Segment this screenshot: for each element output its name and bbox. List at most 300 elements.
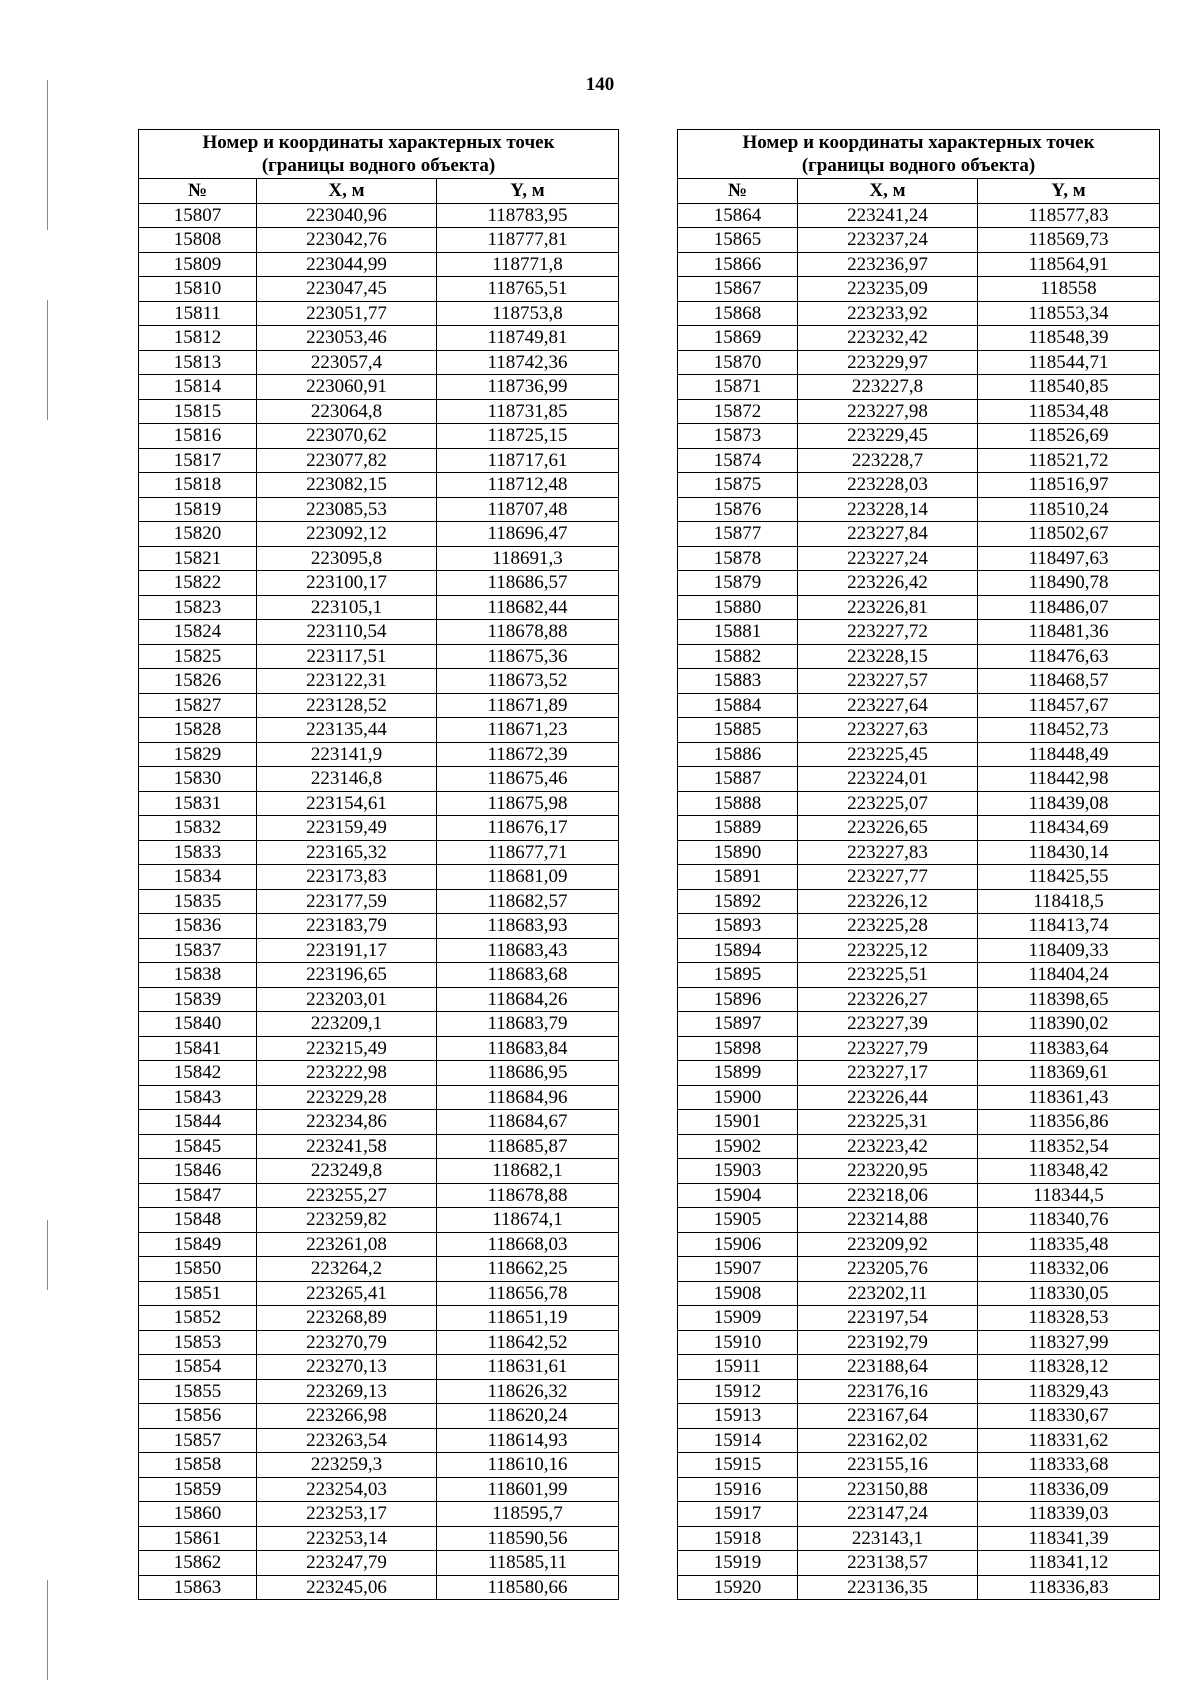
y-coordinate-cell: 118356,86 [978,1110,1160,1135]
table-row [678,301,1160,326]
x-coordinate-cell: 223218,06 [798,1183,978,1208]
x-coordinate-cell: 223226,81 [798,595,978,620]
x-coordinate-cell: 223051,77 [257,301,437,326]
point-number-cell: 15858 [139,1453,257,1478]
x-coordinate-cell: 223229,45 [798,424,978,449]
table-row [139,326,619,351]
point-number-cell: 15838 [139,963,257,988]
table-row [678,1502,1160,1527]
point-number-cell: 15837 [139,938,257,963]
y-coordinate-cell: 118569,73 [978,228,1160,253]
point-number-cell: 15810 [139,277,257,302]
y-coordinate-cell: 118490,78 [978,571,1160,596]
table-row [678,1012,1160,1037]
x-coordinate-cell: 223122,31 [257,669,437,694]
table-row [678,914,1160,939]
x-coordinate-cell: 223233,92 [798,301,978,326]
table-row [139,1306,619,1331]
point-number-cell: 15864 [678,203,798,228]
table-row [139,1502,619,1527]
table-row [678,1379,1160,1404]
y-coordinate-cell: 118765,51 [437,277,619,302]
point-number-cell: 15899 [678,1061,798,1086]
x-coordinate-cell: 223225,51 [798,963,978,988]
point-number-cell: 15855 [139,1379,257,1404]
table-row [139,1134,619,1159]
point-number-cell: 15847 [139,1183,257,1208]
y-coordinate-cell: 118771,8 [437,252,619,277]
point-number-cell: 15818 [139,473,257,498]
x-coordinate-cell: 223268,89 [257,1306,437,1331]
point-number-cell: 15889 [678,816,798,841]
y-coordinate-cell: 118684,96 [437,1085,619,1110]
y-coordinate-cell: 118335,48 [978,1232,1160,1257]
point-number-cell: 15848 [139,1208,257,1233]
y-coordinate-cell: 118521,72 [978,448,1160,473]
x-coordinate-cell: 223110,54 [257,620,437,645]
table-row [139,1551,619,1576]
x-coordinate-cell: 223192,79 [798,1330,978,1355]
y-coordinate-cell: 118681,09 [437,865,619,890]
x-coordinate-cell: 223155,16 [798,1453,978,1478]
point-number-cell: 15844 [139,1110,257,1135]
x-coordinate-cell: 223202,11 [798,1281,978,1306]
table-row [678,865,1160,890]
x-coordinate-cell: 223092,12 [257,522,437,547]
table-row [139,203,619,228]
y-coordinate-cell: 118610,16 [437,1453,619,1478]
x-coordinate-cell: 223147,24 [798,1502,978,1527]
y-coordinate-cell: 118398,65 [978,987,1160,1012]
point-number-cell: 15843 [139,1085,257,1110]
y-coordinate-cell: 118413,74 [978,914,1160,939]
y-coordinate-cell: 118682,44 [437,595,619,620]
table-row [678,669,1160,694]
x-coordinate-cell: 223263,54 [257,1428,437,1453]
table-row [678,1526,1160,1551]
x-coordinate-cell: 223225,12 [798,938,978,963]
point-number-cell: 15829 [139,742,257,767]
point-number-cell: 15918 [678,1526,798,1551]
table-row [139,718,619,743]
column-header-number: № [139,179,257,204]
y-coordinate-cell: 118476,63 [978,644,1160,669]
x-coordinate-cell: 223117,51 [257,644,437,669]
x-coordinate-cell: 223229,28 [257,1085,437,1110]
y-coordinate-cell: 118328,53 [978,1306,1160,1331]
y-coordinate-cell: 118675,46 [437,767,619,792]
y-coordinate-cell: 118502,67 [978,522,1160,547]
x-coordinate-cell: 223167,64 [798,1404,978,1429]
y-coordinate-cell: 118341,12 [978,1551,1160,1576]
point-number-cell: 15850 [139,1257,257,1282]
table-row [139,767,619,792]
point-number-cell: 15815 [139,399,257,424]
point-number-cell: 15817 [139,448,257,473]
y-coordinate-cell: 118329,43 [978,1379,1160,1404]
point-number-cell: 15849 [139,1232,257,1257]
table-row [139,522,619,547]
y-coordinate-cell: 118439,08 [978,791,1160,816]
point-number-cell: 15809 [139,252,257,277]
y-coordinate-cell: 118673,52 [437,669,619,694]
y-coordinate-cell: 118614,93 [437,1428,619,1453]
point-number-cell: 15816 [139,424,257,449]
table-row [139,620,619,645]
table-row [678,326,1160,351]
x-coordinate-cell: 223245,06 [257,1575,437,1600]
table-row [139,424,619,449]
x-coordinate-cell: 223228,14 [798,497,978,522]
caption-line-1: Номер и координаты характерных точек [742,132,1095,153]
point-number-cell: 15845 [139,1134,257,1159]
point-number-cell: 15892 [678,889,798,914]
point-number-cell: 15898 [678,1036,798,1061]
y-coordinate-cell: 118558 [978,277,1160,302]
point-number-cell: 15920 [678,1575,798,1600]
table-row [139,1061,619,1086]
x-coordinate-cell: 223226,42 [798,571,978,596]
y-coordinate-cell: 118677,71 [437,840,619,865]
table-row [678,1355,1160,1380]
y-coordinate-cell: 118481,36 [978,620,1160,645]
y-coordinate-cell: 118340,76 [978,1208,1160,1233]
x-coordinate-cell: 223266,98 [257,1404,437,1429]
y-coordinate-cell: 118486,07 [978,595,1160,620]
y-coordinate-cell: 118684,67 [437,1110,619,1135]
point-number-cell: 15862 [139,1551,257,1576]
x-coordinate-cell: 223209,92 [798,1232,978,1257]
point-number-cell: 15839 [139,987,257,1012]
point-number-cell: 15857 [139,1428,257,1453]
x-coordinate-cell: 223226,12 [798,889,978,914]
y-coordinate-cell: 118668,03 [437,1232,619,1257]
table-row [678,1208,1160,1233]
table-row [678,620,1160,645]
table-row [678,1183,1160,1208]
point-number-cell: 15891 [678,865,798,890]
y-coordinate-cell: 118553,34 [978,301,1160,326]
x-coordinate-cell: 223227,57 [798,669,978,694]
page-number: 140 [585,74,615,95]
table-row [678,987,1160,1012]
table-row [139,816,619,841]
y-coordinate-cell: 118686,95 [437,1061,619,1086]
table-row [139,228,619,253]
y-coordinate-cell: 118672,39 [437,742,619,767]
x-coordinate-cell: 223232,42 [798,326,978,351]
point-number-cell: 15905 [678,1208,798,1233]
point-number-cell: 15872 [678,399,798,424]
x-coordinate-cell: 223247,79 [257,1551,437,1576]
y-coordinate-cell: 118749,81 [437,326,619,351]
x-coordinate-cell: 223227,24 [798,546,978,571]
point-number-cell: 15820 [139,522,257,547]
y-coordinate-cell: 118686,57 [437,571,619,596]
point-number-cell: 15871 [678,375,798,400]
point-number-cell: 15835 [139,889,257,914]
point-number-cell: 15910 [678,1330,798,1355]
y-coordinate-cell: 118452,73 [978,718,1160,743]
y-coordinate-cell: 118678,88 [437,620,619,645]
point-number-cell: 15860 [139,1502,257,1527]
point-number-cell: 15811 [139,301,257,326]
x-coordinate-cell: 223236,97 [798,252,978,277]
x-coordinate-cell: 223227,39 [798,1012,978,1037]
point-number-cell: 15868 [678,301,798,326]
table-row [139,914,619,939]
point-number-cell: 15826 [139,669,257,694]
y-coordinate-cell: 118336,83 [978,1575,1160,1600]
table-row [678,938,1160,963]
table-row [139,1208,619,1233]
table-row [678,1036,1160,1061]
point-number-cell: 15867 [678,277,798,302]
y-coordinate-cell: 118674,1 [437,1208,619,1233]
point-number-cell: 15823 [139,595,257,620]
x-coordinate-cell: 223136,35 [798,1575,978,1600]
point-number-cell: 15859 [139,1477,257,1502]
point-number-cell: 15874 [678,448,798,473]
table-row [139,301,619,326]
table-row [678,1306,1160,1331]
x-coordinate-cell: 223227,63 [798,718,978,743]
table-row [139,399,619,424]
table-row [139,987,619,1012]
point-number-cell: 15882 [678,644,798,669]
table-row [139,1355,619,1380]
x-coordinate-cell: 223227,64 [798,693,978,718]
table-row [678,1061,1160,1086]
table-row [678,1551,1160,1576]
table-row [678,889,1160,914]
point-number-cell: 15877 [678,522,798,547]
table-row [139,595,619,620]
table-row [678,644,1160,669]
x-coordinate-cell: 223264,2 [257,1257,437,1282]
y-coordinate-cell: 118348,42 [978,1159,1160,1184]
y-coordinate-cell: 118336,09 [978,1477,1160,1502]
x-coordinate-cell: 223138,57 [798,1551,978,1576]
table-row [678,571,1160,596]
y-coordinate-cell: 118685,87 [437,1134,619,1159]
y-coordinate-cell: 118333,68 [978,1453,1160,1478]
table-row [678,1575,1160,1600]
y-coordinate-cell: 118332,06 [978,1257,1160,1282]
x-coordinate-cell: 223261,08 [257,1232,437,1257]
point-number-cell: 15834 [139,865,257,890]
table-row [139,1330,619,1355]
point-number-cell: 15819 [139,497,257,522]
x-coordinate-cell: 223253,17 [257,1502,437,1527]
point-number-cell: 15824 [139,620,257,645]
table-row [678,1134,1160,1159]
x-coordinate-cell: 223205,76 [798,1257,978,1282]
x-coordinate-cell: 223227,98 [798,399,978,424]
x-coordinate-cell: 223259,3 [257,1453,437,1478]
table-row [678,522,1160,547]
y-coordinate-cell: 118468,57 [978,669,1160,694]
y-coordinate-cell: 118731,85 [437,399,619,424]
point-number-cell: 15915 [678,1453,798,1478]
point-number-cell: 15875 [678,473,798,498]
point-number-cell: 15902 [678,1134,798,1159]
point-number-cell: 15807 [139,203,257,228]
point-number-cell: 15814 [139,375,257,400]
y-coordinate-cell: 118352,54 [978,1134,1160,1159]
y-coordinate-cell: 118341,39 [978,1526,1160,1551]
table-row [678,1281,1160,1306]
y-coordinate-cell: 118331,62 [978,1428,1160,1453]
table-row [678,693,1160,718]
table-row [678,791,1160,816]
x-coordinate-cell: 223177,59 [257,889,437,914]
x-coordinate-cell: 223227,83 [798,840,978,865]
y-coordinate-cell: 118430,14 [978,840,1160,865]
x-coordinate-cell: 223229,97 [798,350,978,375]
y-coordinate-cell: 118585,11 [437,1551,619,1576]
y-coordinate-cell: 118662,25 [437,1257,619,1282]
table-row [139,840,619,865]
table-row [139,889,619,914]
point-number-cell: 15887 [678,767,798,792]
y-coordinate-cell: 118675,98 [437,791,619,816]
table-row [678,228,1160,253]
point-number-cell: 15863 [139,1575,257,1600]
table-row [139,252,619,277]
table-row [139,1453,619,1478]
x-coordinate-cell: 223044,99 [257,252,437,277]
point-number-cell: 15865 [678,228,798,253]
table-row [678,473,1160,498]
table-row [678,1428,1160,1453]
table-row [678,840,1160,865]
x-coordinate-cell: 223265,41 [257,1281,437,1306]
column-header-y: Y, м [437,179,619,204]
column-header-x: X, м [257,179,437,204]
x-coordinate-cell: 223154,61 [257,791,437,816]
point-number-cell: 15890 [678,840,798,865]
table-row [678,1404,1160,1429]
column-header-x: X, м [798,179,978,204]
point-number-cell: 15906 [678,1232,798,1257]
point-number-cell: 15869 [678,326,798,351]
x-coordinate-cell: 223270,13 [257,1355,437,1380]
x-coordinate-cell: 223227,17 [798,1061,978,1086]
point-number-cell: 15873 [678,424,798,449]
table-row [678,1110,1160,1135]
table-row [678,816,1160,841]
point-number-cell: 15907 [678,1257,798,1282]
point-number-cell: 15883 [678,669,798,694]
point-number-cell: 15900 [678,1085,798,1110]
table-body-right [678,203,1160,1600]
table-row [139,1110,619,1135]
x-coordinate-cell: 223183,79 [257,914,437,939]
x-coordinate-cell: 223254,03 [257,1477,437,1502]
y-coordinate-cell: 118642,52 [437,1330,619,1355]
y-coordinate-cell: 118339,03 [978,1502,1160,1527]
x-coordinate-cell: 223128,52 [257,693,437,718]
table-row [678,448,1160,473]
point-number-cell: 15833 [139,840,257,865]
x-coordinate-cell: 223224,01 [798,767,978,792]
y-coordinate-cell: 118442,98 [978,767,1160,792]
point-number-cell: 15894 [678,938,798,963]
y-coordinate-cell: 118383,64 [978,1036,1160,1061]
point-number-cell: 15876 [678,497,798,522]
table-row [139,1036,619,1061]
table-row [139,938,619,963]
table-row [139,497,619,522]
table-row [139,791,619,816]
y-coordinate-cell: 118434,69 [978,816,1160,841]
y-coordinate-cell: 118564,91 [978,252,1160,277]
table-row [139,669,619,694]
table-row [139,1428,619,1453]
point-number-cell: 15909 [678,1306,798,1331]
x-coordinate-cell: 223270,79 [257,1330,437,1355]
table-row [678,252,1160,277]
table-row [139,546,619,571]
y-coordinate-cell: 118626,32 [437,1379,619,1404]
x-coordinate-cell: 223203,01 [257,987,437,1012]
x-coordinate-cell: 223146,8 [257,767,437,792]
x-coordinate-cell: 223085,53 [257,497,437,522]
y-coordinate-cell: 118671,89 [437,693,619,718]
y-coordinate-cell: 118540,85 [978,375,1160,400]
x-coordinate-cell: 223225,31 [798,1110,978,1135]
coordinates-table-right [677,129,1160,1600]
y-coordinate-cell: 118344,5 [978,1183,1160,1208]
x-coordinate-cell: 223070,62 [257,424,437,449]
table-row [678,963,1160,988]
table-row [678,1232,1160,1257]
point-number-cell: 15831 [139,791,257,816]
y-coordinate-cell: 118717,61 [437,448,619,473]
y-coordinate-cell: 118696,47 [437,522,619,547]
y-coordinate-cell: 118736,99 [437,375,619,400]
table-row [139,1232,619,1257]
table-row [139,1012,619,1037]
table-body-left [139,203,619,1600]
y-coordinate-cell: 118418,5 [978,889,1160,914]
y-coordinate-cell: 118516,97 [978,473,1160,498]
point-number-cell: 15852 [139,1306,257,1331]
table-row [678,546,1160,571]
y-coordinate-cell: 118510,24 [978,497,1160,522]
y-coordinate-cell: 118753,8 [437,301,619,326]
y-coordinate-cell: 118390,02 [978,1012,1160,1037]
y-coordinate-cell: 118675,36 [437,644,619,669]
y-coordinate-cell: 118682,57 [437,889,619,914]
point-number-cell: 15854 [139,1355,257,1380]
table-row [678,1453,1160,1478]
y-coordinate-cell: 118682,1 [437,1159,619,1184]
point-number-cell: 15842 [139,1061,257,1086]
point-number-cell: 15861 [139,1526,257,1551]
table-row [678,1477,1160,1502]
table-row [139,1404,619,1429]
point-number-cell: 15870 [678,350,798,375]
column-header-number: № [678,179,798,204]
point-number-cell: 15913 [678,1404,798,1429]
x-coordinate-cell: 223215,49 [257,1036,437,1061]
y-coordinate-cell: 118707,48 [437,497,619,522]
point-number-cell: 15884 [678,693,798,718]
point-number-cell: 15901 [678,1110,798,1135]
y-coordinate-cell: 118595,7 [437,1502,619,1527]
